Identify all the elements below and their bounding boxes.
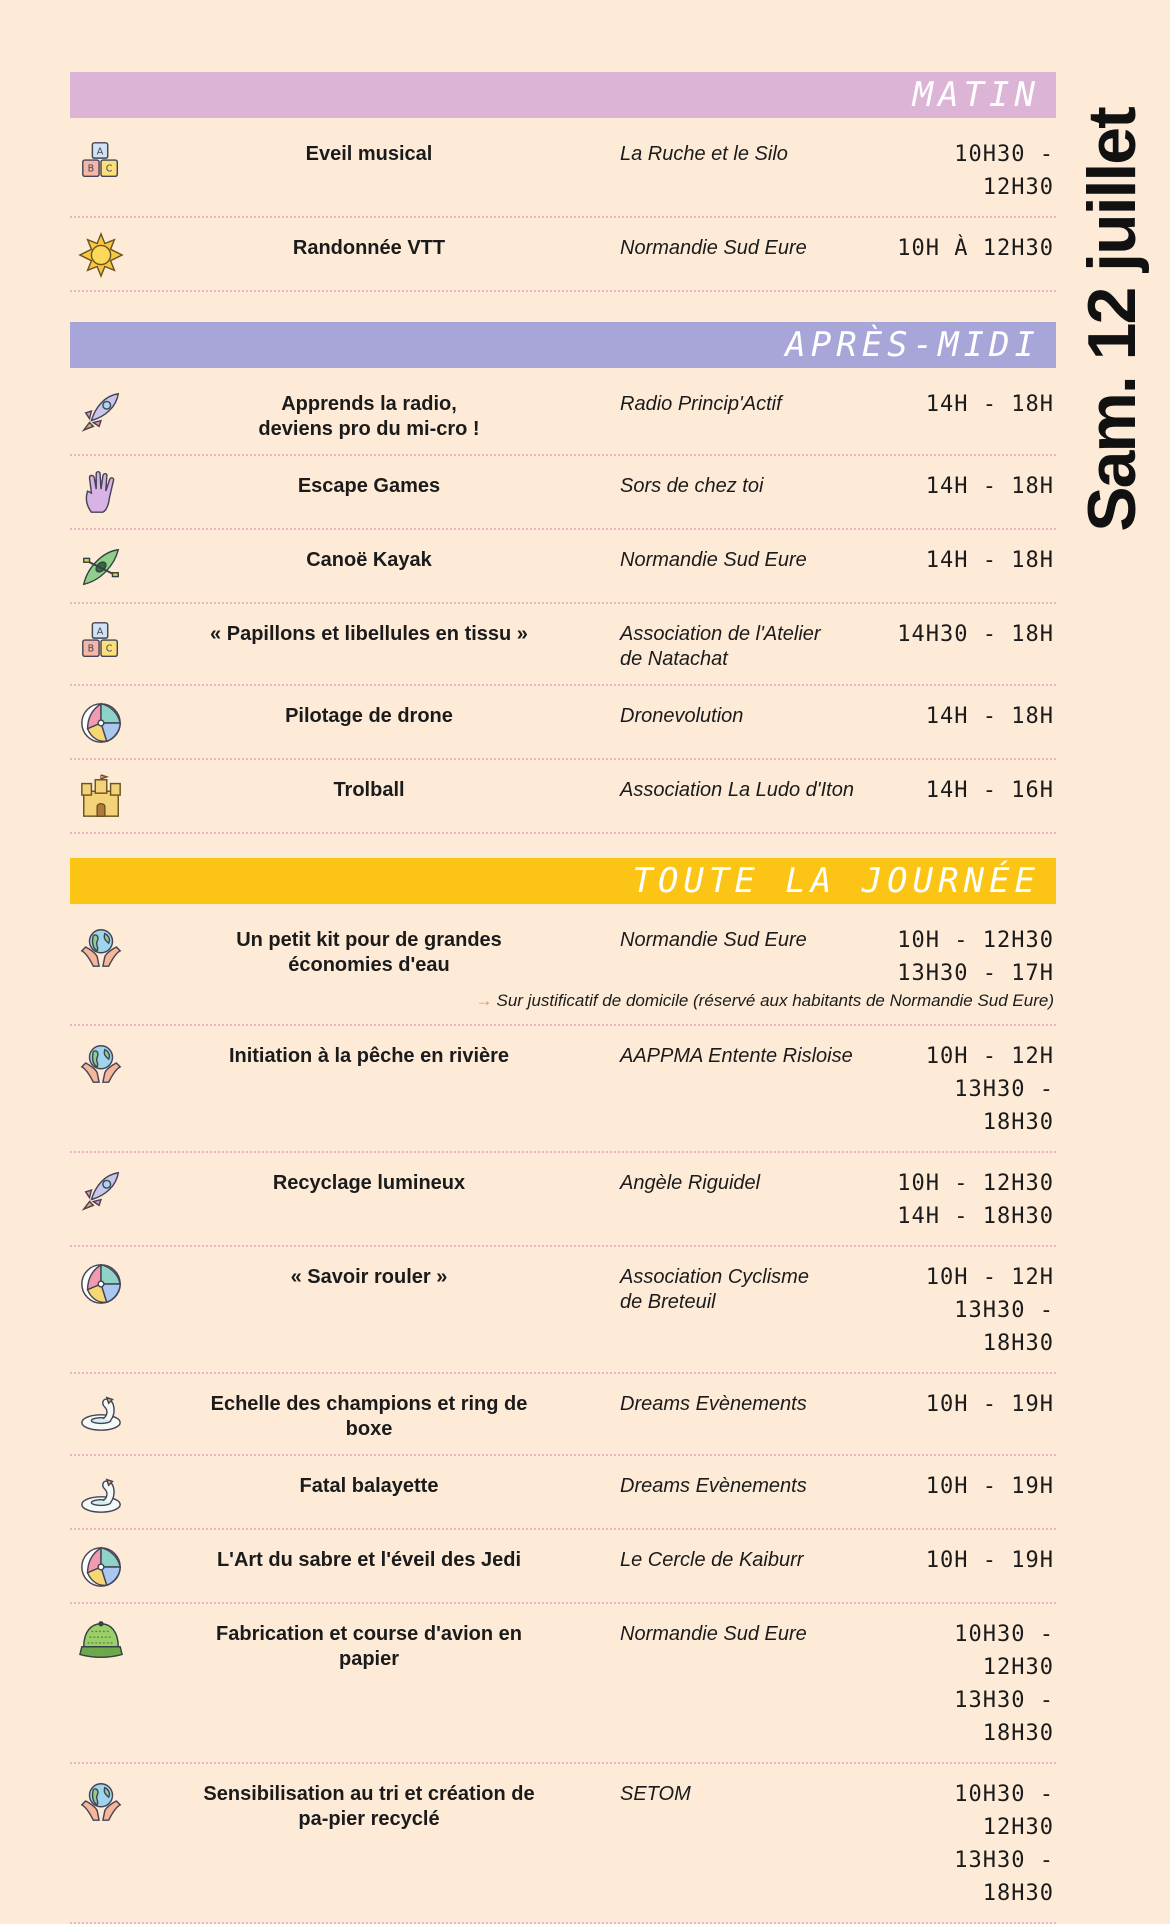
time-slots [876, 138, 1056, 204]
section-title: TOUTE LA JOURNÉE [632, 861, 1040, 901]
rocket-icon [70, 388, 132, 434]
activity-name: Echelle des champions et ring de boxe [210, 1393, 528, 1440]
rocket-icon [70, 1167, 132, 1213]
organizer-name: SETOM [620, 1783, 691, 1805]
sun-icon [70, 232, 132, 278]
organizer-name: AAPPMA Entente Risloise [620, 1045, 853, 1067]
time-slots [876, 1261, 1056, 1360]
organizer-name: Le Cercle de Kaiburr [620, 1549, 804, 1571]
beach-ball-icon [70, 700, 132, 746]
schedule-row [70, 374, 1056, 456]
schedule-row [70, 124, 1056, 218]
time-slots [876, 544, 1056, 577]
svg-text:A: A [96, 626, 104, 638]
schedule-row [70, 760, 1056, 834]
svg-text:B: B [87, 643, 95, 655]
organizer-name: Angèle Riguidel [620, 1172, 761, 1194]
svg-text:C: C [105, 163, 113, 175]
organizer-name: Association La Ludo d'Iton [620, 779, 854, 801]
time-slot: 10H - 12H30 [897, 928, 1054, 953]
note-text: Sur justificatif de domicile (réservé aux habitants de Normandie Sud Eure) [496, 991, 1054, 1010]
activity-name: Randonnée VTT [292, 237, 446, 259]
schedule-row [70, 218, 1056, 292]
activity-name: « Savoir rouler » [290, 1266, 448, 1288]
section-title: MATIN [912, 75, 1040, 115]
schedule-row [70, 1604, 1056, 1764]
time-slot: 14H30 - 18H [897, 622, 1054, 647]
organizer-name: Dronevolution [620, 705, 744, 727]
beach-ball-icon [70, 1261, 132, 1307]
time-slot: 13H30 - 17H [897, 961, 1054, 986]
time-slot: 10H - 19H [925, 1548, 1054, 1573]
activity-name: Pilotage de drone [285, 705, 453, 727]
activity-name: Initiation à la pêche en rivière [228, 1045, 510, 1067]
schedule-row [70, 686, 1056, 760]
time-slot: 10H30 - 12H30 [954, 1622, 1054, 1680]
earth-hands-icon [70, 1040, 132, 1086]
time-slots [876, 1167, 1056, 1233]
time-slots [876, 1470, 1056, 1503]
organizer-name: Sors de chez toi [620, 475, 764, 497]
time-slot: 14H - 18H [925, 392, 1054, 417]
time-slot: 13H30 - 18H30 [954, 1848, 1054, 1906]
activity-name: Trolball [333, 779, 405, 801]
program-page [70, 72, 1056, 1924]
time-slots [876, 700, 1056, 733]
swan-float-icon [70, 1470, 132, 1516]
schedule-row [70, 456, 1056, 530]
time-slot: 10H - 12H [925, 1044, 1054, 1069]
time-slot: 14H - 18H [925, 474, 1054, 499]
time-slots [876, 924, 1056, 990]
svg-text:B: B [87, 163, 95, 175]
time-slots [876, 1778, 1056, 1910]
activity-name: Un petit kit pour de grandes économies d'eau [236, 929, 502, 976]
organizer-name: Normandie Sud Eure [620, 237, 807, 259]
time-slots [876, 774, 1056, 807]
organizer-name: Association Cyclisme de Breteuil [620, 1266, 809, 1313]
section-header [70, 72, 1056, 118]
row-note [70, 990, 1056, 1012]
schedule-row [70, 1456, 1056, 1530]
abc-blocks-icon [70, 618, 132, 664]
time-slots [876, 1040, 1056, 1139]
swan-float-icon [70, 1388, 132, 1434]
time-slots [876, 1618, 1056, 1750]
schedule-row [70, 910, 1056, 1026]
activity-name: Escape Games [297, 475, 441, 497]
section-header [70, 322, 1056, 368]
organizer-name: Dreams Evènements [620, 1393, 807, 1415]
time-slot: 14H - 16H [925, 778, 1054, 803]
activity-name: Canoë Kayak [306, 549, 432, 571]
schedule-row [70, 1026, 1056, 1153]
date-title: Sam. 12 juillet [1074, 108, 1150, 532]
activity-name: Fabrication et course d'avion en papier [216, 1623, 522, 1670]
earth-hands-icon [70, 924, 132, 970]
schedule-row [70, 1764, 1056, 1924]
organizer-name: La Ruche et le Silo [620, 143, 788, 165]
organizer-name: Normandie Sud Eure [620, 549, 807, 571]
schedule-row [70, 1153, 1056, 1247]
time-slot: 13H30 - 18H30 [954, 1688, 1054, 1746]
hand-icon [70, 470, 132, 516]
abc-blocks-icon [70, 138, 132, 184]
time-slot: 14H - 18H30 [897, 1204, 1054, 1229]
organizer-name: Radio Princip'Actif [620, 393, 782, 415]
organizer-name: Dreams Evènements [620, 1475, 807, 1497]
activity-name: Eveil musical [305, 143, 433, 165]
cap-icon [70, 1618, 132, 1664]
time-slots [876, 232, 1056, 265]
time-slot: 10H30 - 12H30 [954, 1782, 1054, 1840]
activity-name: Recyclage lumineux [272, 1172, 466, 1194]
activity-name: Fatal balayette [299, 1475, 439, 1497]
time-slots [876, 470, 1056, 503]
time-slot: 10H - 19H [925, 1474, 1054, 1499]
schedule-row [70, 1374, 1056, 1456]
earth-hands-icon [70, 1778, 132, 1824]
svg-text:A: A [96, 146, 104, 158]
svg-text:C: C [105, 643, 113, 655]
section-header [70, 858, 1056, 904]
schedule-row [70, 604, 1056, 686]
time-slots [876, 618, 1056, 651]
time-slot: 10H - 12H30 [897, 1171, 1054, 1196]
date-title-container [1074, 70, 1150, 570]
schedule-row [70, 1530, 1056, 1604]
activity-name: « Papillons et libellules en tissu » [210, 623, 528, 645]
activity-name: L'Art du sabre et l'éveil des Jedi [216, 1549, 522, 1571]
section-title: APRÈS-MIDI [785, 325, 1040, 365]
time-slot: 10H30 - 12H30 [954, 142, 1054, 200]
time-slot: 10H - 19H [925, 1392, 1054, 1417]
schedule-row [70, 1247, 1056, 1374]
organizer-name: Normandie Sud Eure [620, 1623, 807, 1645]
time-slot: 13H30 - 18H30 [954, 1298, 1054, 1356]
time-slot: 14H - 18H [925, 548, 1054, 573]
organizer-name: Association de l'Atelier de Natachat [620, 623, 821, 670]
organizer-name: Normandie Sud Eure [620, 929, 807, 951]
activity-name: Apprends la radio, deviens pro du mi-cro ! [258, 393, 480, 440]
kayak-icon [70, 544, 132, 590]
time-slots [876, 388, 1056, 421]
time-slot: 13H30 - 18H30 [954, 1077, 1054, 1135]
beach-ball-icon [70, 1544, 132, 1590]
castle-icon [70, 774, 132, 820]
time-slot: 10H - 12H [925, 1265, 1054, 1290]
activity-name: Sensibilisation au tri et création de pa-pier recyclé [203, 1783, 535, 1830]
time-slot: 14H - 18H [925, 704, 1054, 729]
arrow-right-icon: → [475, 991, 493, 1010]
time-slot: 10H À 12H30 [897, 236, 1054, 261]
time-slots [876, 1544, 1056, 1577]
time-slots [876, 1388, 1056, 1421]
schedule-row [70, 530, 1056, 604]
